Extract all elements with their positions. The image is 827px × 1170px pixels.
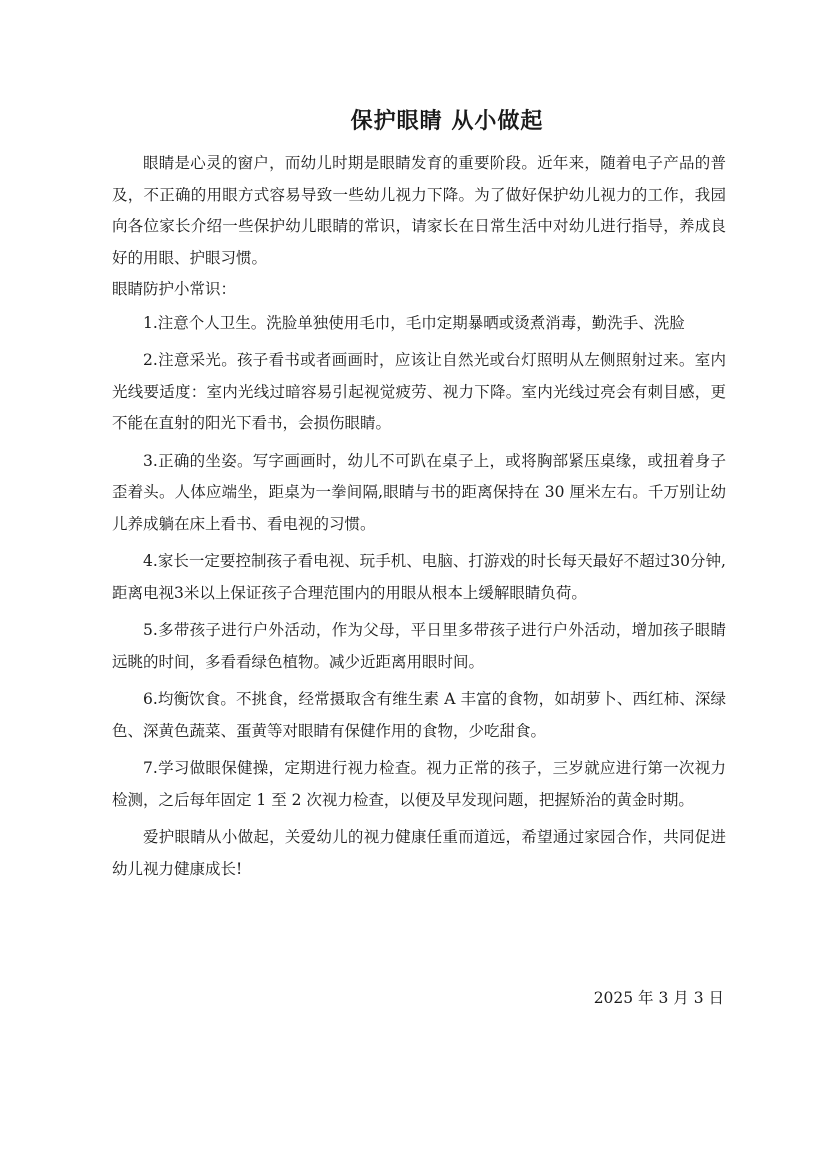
tip-item-1: 1.注意个人卫生。洗脸单独使用毛巾，毛巾定期暴晒或烫煮消毒，勤洗手、洗脸 — [143, 313, 685, 332]
tips-list — [112, 308, 726, 817]
tip-item-2: 2.注意采光。孩子看书或者画画时，应该让自然光或台灯照明从左侧照射过来。室内光线要适度：室内光线过暗容易引起视觉疲劳、视力下降。室内光线过亮会有刺目感，更不能在直射的阳光下看书，会损伤眼睛。 — [112, 351, 726, 432]
document-date: 2025 年 3 月 3 日 — [593, 989, 724, 1007]
tip-item-3: 3.正确的坐姿。写字画画时，幼儿不可趴在桌子上，或将胸部紧压桌缘，或扭着身子歪着头。人体应端坐，距桌为一拳间隔,眼睛与书的距离保持在 30 厘米左右。千万别让幼儿养成躺在床上看书、看电视的习惯。 — [112, 451, 726, 533]
tip-item-7: 7.学习做眼保健操，定期进行视力检查。视力正常的孩子，三岁就应进行第一次视力检测，之后每年固定 1 至 2 次视力检查，以便及早发现问题，把握矫治的黄金时期。 — [112, 759, 726, 809]
document-title: 保护眼睛 从小做起 — [350, 108, 544, 134]
closing-paragraph: 爱护眼睛从小做起，关爱幼儿的视力健康任重而道远，希望通过家园合作，共同促进幼儿视力健康成长! — [112, 828, 726, 878]
intro-paragraph: 眼睛是心灵的窗户，而幼儿时期是眼睛发育的重要阶段。近年来，随着电子产品的普及，不正确的用眼方式容易导致一些幼儿视力下降。为了做好保护幼儿视力的工作，我园向各位家长介绍一些保护幼儿眼睛的常识，请家长在日常生活中对幼儿进行指导，养成良好的用眼、护眼习惯。 — [112, 154, 726, 267]
tips-label: 眼睛防护小常识： — [112, 280, 237, 298]
document-body — [112, 96, 726, 885]
tip-item-5: 5.多带孩子进行户外活动，作为父母，平日里多带孩子进行户外活动，增加孩子眼睛远眺的时间，多看看绿色植物。减少近距离用眼时间。 — [112, 621, 726, 671]
tip-item-4: 4.家长一定要控制孩子看电视、玩手机、电脑、打游戏的时长每天最好不超过30分钟,距离电视3米以上保证孩子合理范围内的用眼从根本上缓解眼睛负荷。 — [112, 552, 726, 602]
tip-item-6: 6.均衡饮食。不挑食，经常摄取含有维生素 A 丰富的食物，如胡萝卜、西红柿、深绿色、深黄色蔬菜、蛋黄等对眼睛有保健作用的食物，少吃甜食。 — [112, 690, 726, 740]
